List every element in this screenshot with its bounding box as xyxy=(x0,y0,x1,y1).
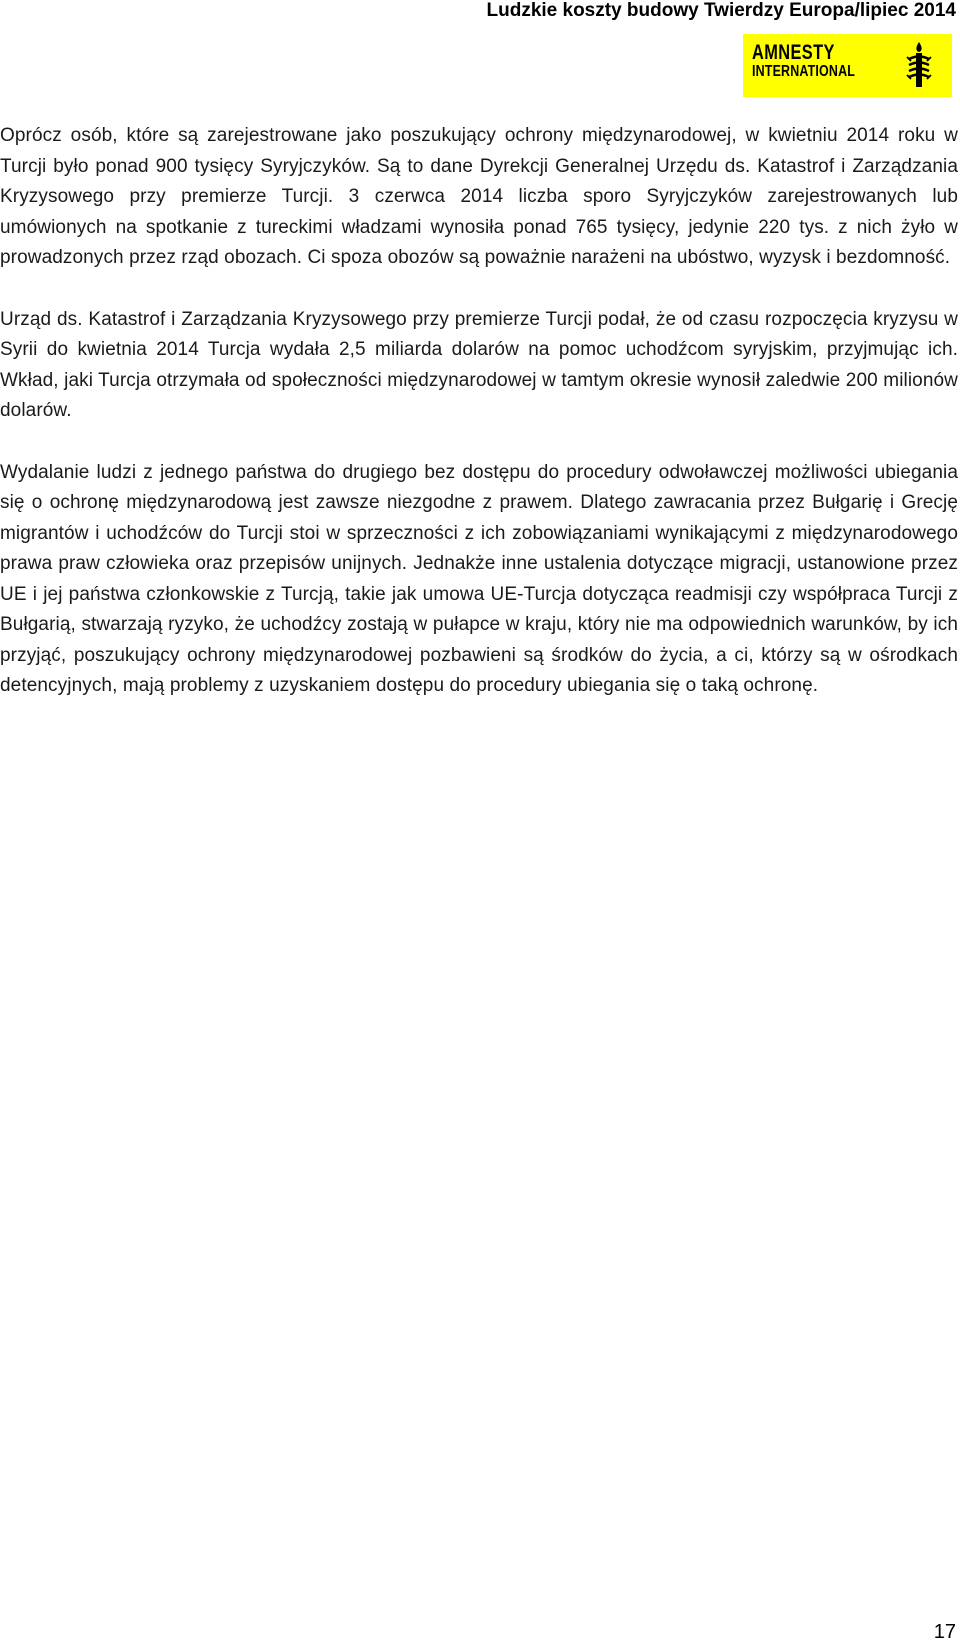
paragraph-turkey-spending: Urząd ds. Katastrof i Zarządzania Kryzysowego przy premierze Turcji podał, że od czasu rozpoczęcia kryzysu w Syrii do kwietnia 2014 Turcja wydała 2,5 miliarda dolarów na pomoc uchodźcom syryjskim, przyjmując ich. Wkład, jaki Turcja otrzymała od społeczności międzynarodowej w tamtym okresie wynosił zaledwie 200 milionów dolarów. xyxy=(0,308,958,421)
amnesty-logo xyxy=(743,34,952,97)
logo-line-1: AMNESTY xyxy=(752,41,835,64)
paragraph-expulsions: Wydalanie ludzi z jednego państwa do drugiego bez dostępu do procedury odwoławczej możliwości ubiegania się o ochronę międzynarodową jest zawsze niezgodne z prawem. Dlatego zawracania przez Bułgarię i Grecję migrantów i uchodźców do Turcji stoi w sprzeczności z ich zobowiązaniami wynikającymi z międzynarodowego prawa praw człowieka oraz przepisów unijnych. Jednakże inne ustalenia dotyczące migracji, ustanowione przez UE i jej państwa członkowskie z Turcją, takie jak umowa UE-Turcja dotycząca readmisji czy współpraca Turcji z Bułgarią, stwarzają ryzyko, że uchodźcy zostają w pułapce w kraju, który nie ma odpowiednich warunków, by ich przyjąć, poszukujący ochrony międzynarodowej pozbawieni są środków do życia, a ci, którzy są w ośrodkach detencyjnych, mają problemy z uzyskaniem dostępu do procedury ubiegania się o taką ochronę. xyxy=(0,461,958,696)
page-header-title: Ludzkie koszty budowy Twierdzy Europa/lipiec 2014 xyxy=(486,0,956,21)
logo-wordmark xyxy=(752,43,855,81)
candle-in-barbed-wire-icon xyxy=(900,40,938,90)
page-number: 17 xyxy=(933,1621,956,1643)
logo-line-2: INTERNATIONAL xyxy=(752,63,856,80)
paragraph-syrians-in-turkey: Oprócz osób, które są zarejestrowane jako poszukujący ochrony międzynarodowej, w kwietniu 2014 roku w Turcji było ponad 900 tysięcy Syryjczyków. Są to dane Dyrekcji Generalnej Urzędu ds. Katastrof i Zarządzania Kryzysowego przy premierze Turcji. 3 czerwca 2014 liczba sporo Syryjczyków zarejestrowanych lub umówionych na spotkanie z tureckimi władzami wynosiła ponad 765 tysięcy, jedynie 220 tys. z nich żyło w prowadzonych przez rząd obozach. Ci spoza obozów są poważnie narażeni na ubóstwo, wyzysk i bezdomność. xyxy=(0,125,958,268)
document-body xyxy=(0,121,958,733)
